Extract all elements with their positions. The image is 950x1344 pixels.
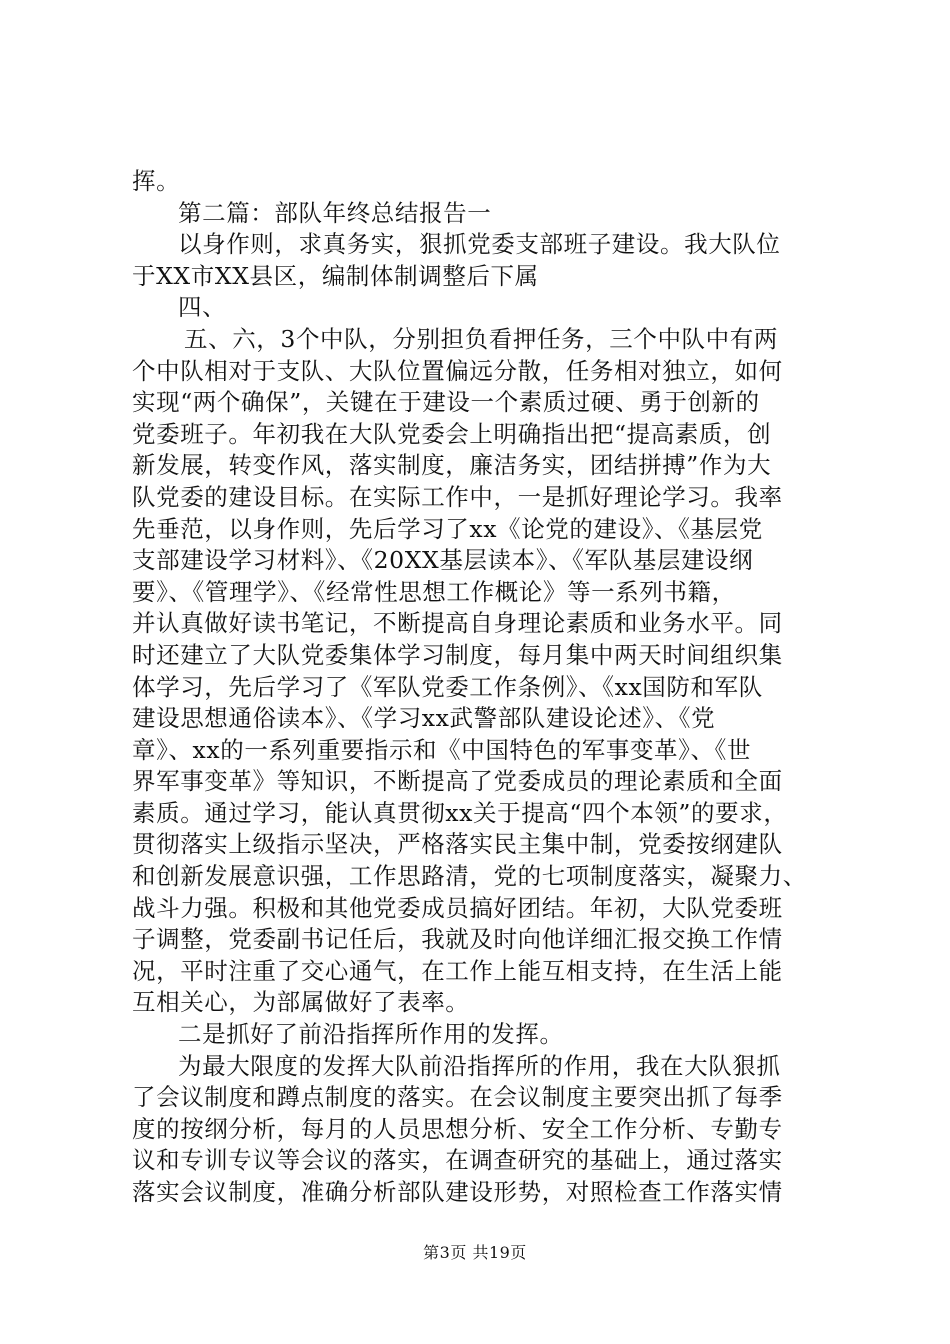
text-line: 五、六，3个中队，分别担负看押任务，三个中队中有两: [184, 324, 778, 353]
text-line: 支部建设学习材料》、《20XX基层读本》、《军队基层建设纲: [132, 546, 754, 575]
text-line: 个中队相对于支队、大队位置偏远分散，任务相对独立，如何: [132, 356, 783, 385]
page-footer: 第3页 共19页: [423, 1243, 527, 1262]
text-line: 二是抓好了前沿指挥所作用的发挥。: [178, 1020, 564, 1049]
text-line: 体学习，先后学习了《军队党委工作条例》、《xx国防和军队: [132, 672, 763, 701]
text-line: 战斗力强。积极和其他党委成员搞好团结。年初，大队党委班: [132, 893, 783, 922]
section-heading: 第二篇：部队年终总结报告一: [178, 198, 492, 227]
text-line: 素质。通过学习，能认真贯彻xx关于提高“四个本领”的要求，: [132, 798, 788, 827]
text-line: 新发展，转变作风，落实制度，廉洁务实，团结拼搏”作为大: [132, 451, 772, 480]
text-line: 实现“两个确保”，关键在于建设一个素质过硬、勇于创新的: [132, 388, 760, 417]
body-text: [132, 166, 832, 1209]
text-line: 先垂范，以身作则，先后学习了xx《论党的建设》、《基层党: [132, 514, 763, 543]
text-line: 四、: [178, 293, 227, 322]
text-line: 况，平时注重了交心通气，在工作上能互相支持，在生活上能: [132, 956, 783, 985]
text-line: 互相关心，为部属做好了表率。: [132, 988, 470, 1017]
text-line: 队党委的建设目标。在实际工作中，一是抓好理论学习。我率: [132, 482, 783, 511]
text-line: 界军事变革》等知识，不断提高了党委成员的理论素质和全面: [132, 767, 783, 796]
text-line: 要》、《管理学》、《经常性思想工作概论》等一系列书籍，: [132, 577, 736, 606]
text-line: 时还建立了大队党委集体学习制度，每月集中两天时间组织集: [132, 640, 783, 669]
text-line: 于XX市XX县区，编制体制调整后下属: [132, 261, 539, 290]
text-line: 挥。: [132, 167, 181, 195]
text-line: 了会议制度和蹲点制度的落实。在会议制度主要突出抓了每季: [132, 1083, 783, 1112]
text-line: 度的按纲分析，每月的人员思想分析、安全工作分析、专勤专: [132, 1114, 783, 1143]
text-line: 和创新发展意识强，工作思路清，党的七项制度落实，凝聚力、: [132, 862, 807, 891]
text-line: 落实会议制度，准确分析部队建设形势，对照检查工作落实情: [132, 1178, 783, 1206]
text-line: 议和专训专议等会议的落实，在调查研究的基础上，通过落实: [132, 1146, 783, 1175]
text-line: 并认真做好读书笔记，不断提高自身理论素质和业务水平。同: [132, 609, 783, 638]
text-line: 贯彻落实上级指示坚决，严格落实民主集中制，党委按纲建队: [132, 830, 783, 859]
text-line: 子调整，党委副书记任后，我就及时向他详细汇报交换工作情: [132, 925, 783, 954]
text-line: 以身作则，求真务实，狠抓党委支部班子建设。我大队位: [178, 230, 781, 259]
text-line: 党委班子。年初我在大队党委会上明确指出把“提高素质，创: [132, 419, 772, 448]
text-line: 建设思想通俗读本》、《学习xx武警部队建设论述》、《党: [132, 704, 716, 733]
text-line: 章》、xx的一系列重要指示和《中国特色的军事变革》、《世: [132, 735, 752, 764]
text-line: 为最大限度的发挥大队前沿指挥所的作用，我在大队狠抓: [178, 1051, 781, 1080]
